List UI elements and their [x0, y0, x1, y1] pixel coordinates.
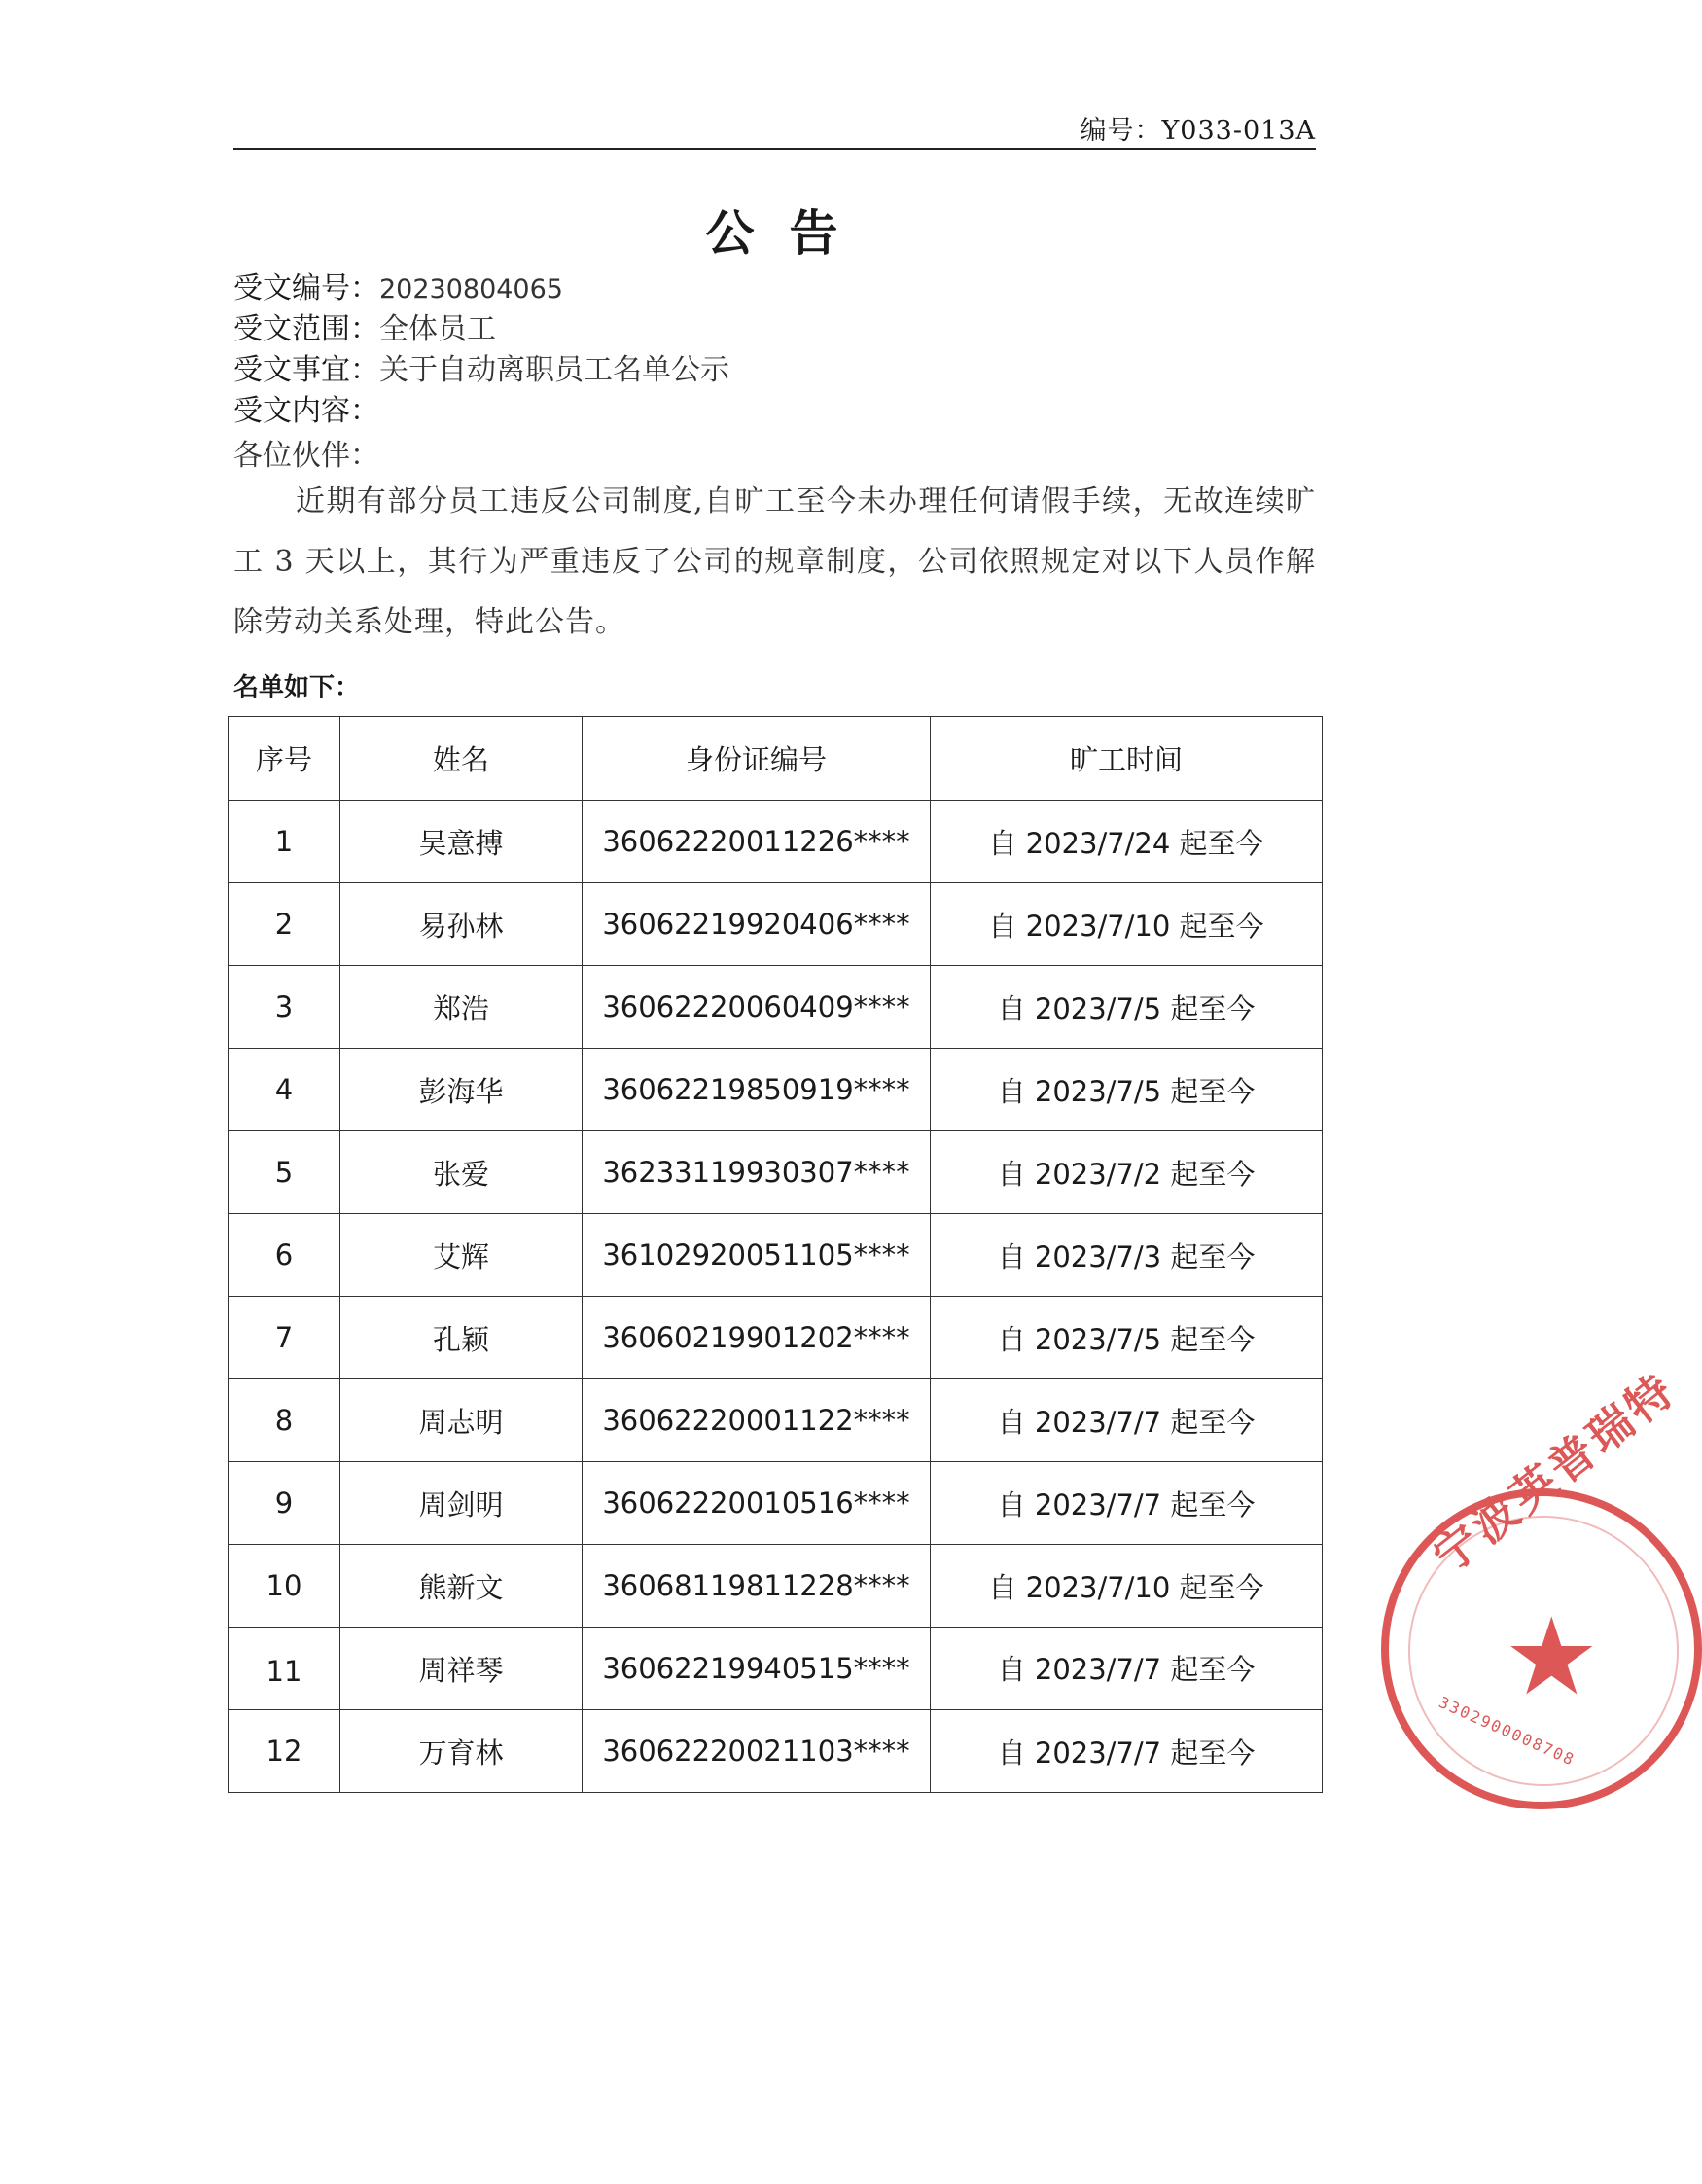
cell-seq: 8 [229, 1379, 340, 1462]
meta-scope-label: 受文范围： [233, 312, 379, 346]
meta-subject-value: 关于自动离职员工名单公示 [379, 353, 729, 387]
table-row [229, 1214, 1323, 1297]
cell-id-number: 36062220010516**** [583, 1462, 931, 1545]
cell-absence-time: 自 2023/7/2 起至今 [931, 1131, 1323, 1214]
header-divider [233, 148, 1316, 150]
cell-seq: 12 [229, 1710, 340, 1793]
cell-id-number: 36062219850919**** [583, 1049, 931, 1131]
header-seq: 序号 [229, 717, 340, 801]
cell-seq: 2 [229, 883, 340, 966]
seal-text: 宁波英普瑞特 [1423, 1362, 1686, 1584]
meta-subject-row [233, 350, 1316, 391]
header-absence-time: 旷工时间 [931, 717, 1323, 801]
seal-code: 3302900008708 [1436, 1693, 1578, 1770]
cell-name: 周志明 [340, 1379, 583, 1462]
cell-name: 万育林 [340, 1710, 583, 1793]
company-seal [1381, 1362, 1702, 1809]
cell-seq: 1 [229, 801, 340, 883]
cell-name: 吴意搏 [340, 801, 583, 883]
cell-seq: 11 [229, 1628, 340, 1710]
cell-seq: 10 [229, 1545, 340, 1628]
cell-absence-time: 自 2023/7/7 起至今 [931, 1379, 1323, 1462]
cell-id-number: 36062220001122**** [583, 1379, 931, 1462]
cell-id-number: 36102920051105**** [583, 1214, 931, 1297]
cell-id-number: 36233119930307**** [583, 1131, 931, 1214]
table-row [229, 1545, 1323, 1628]
table-row [229, 1628, 1323, 1710]
meta-subject-label: 受文事宜： [233, 353, 379, 387]
table-row [229, 883, 1323, 966]
table-row [229, 1462, 1323, 1545]
meta-doc-number-value: 20230804065 [379, 274, 563, 304]
meta-content-row [233, 391, 1316, 432]
meta-scope-value: 全体员工 [379, 312, 496, 346]
cell-absence-time: 自 2023/7/5 起至今 [931, 1297, 1323, 1379]
table-row [229, 1049, 1323, 1131]
cell-absence-time: 自 2023/7/10 起至今 [931, 1545, 1323, 1628]
cell-name: 易孙林 [340, 883, 583, 966]
cell-seq: 6 [229, 1214, 340, 1297]
cell-name: 孔颖 [340, 1297, 583, 1379]
list-heading: 名单如下： [233, 673, 361, 702]
cell-id-number: 36060219901202**** [583, 1297, 931, 1379]
cell-name: 张爱 [340, 1131, 583, 1214]
cell-id-number: 36068119811228**** [583, 1545, 931, 1628]
cell-name: 熊新文 [340, 1545, 583, 1628]
cell-name: 周祥琴 [340, 1628, 583, 1710]
page-title: 公告 [705, 204, 873, 262]
table-header-row [229, 717, 1323, 801]
cell-absence-time: 自 2023/7/24 起至今 [931, 801, 1323, 883]
cell-name: 周剑明 [340, 1462, 583, 1545]
cell-seq: 7 [229, 1297, 340, 1379]
cell-id-number: 36062220060409**** [583, 966, 931, 1049]
cell-seq: 4 [229, 1049, 340, 1131]
cell-name: 艾辉 [340, 1214, 583, 1297]
table-row [229, 1131, 1323, 1214]
table-row [229, 801, 1323, 883]
cell-absence-time: 自 2023/7/10 起至今 [931, 883, 1323, 966]
table-row [229, 1297, 1323, 1379]
cell-absence-time: 自 2023/7/5 起至今 [931, 966, 1323, 1049]
cell-id-number: 36062219920406**** [583, 883, 931, 966]
table-row [229, 1379, 1323, 1462]
cell-absence-time: 自 2023/7/3 起至今 [931, 1214, 1323, 1297]
meta-doc-number-row [233, 269, 1316, 309]
cell-seq: 3 [229, 966, 340, 1049]
header-name: 姓名 [340, 717, 583, 801]
cell-name: 彭海华 [340, 1049, 583, 1131]
header-id-number: 身份证编号 [583, 717, 931, 801]
meta-content-label: 受文内容： [233, 394, 379, 428]
document-number: 编号：Y033-013A [1080, 116, 1316, 146]
greeting: 各位伙伴： [233, 439, 379, 473]
cell-seq: 9 [229, 1462, 340, 1545]
cell-absence-time: 自 2023/7/7 起至今 [931, 1710, 1323, 1793]
cell-id-number: 36062220021103**** [583, 1710, 931, 1793]
announcement-body: 近期有部分员工违反公司制度,自旷工至今未办理任何请假手续，无故连续旷工 3 天以上，其行为严重违反了公司的规章制度，公司依照规定对以下人员作解除劳动关系处理，特此公告。 [233, 484, 1316, 639]
table-row [229, 1710, 1323, 1793]
cell-name: 郑浩 [340, 966, 583, 1049]
cell-absence-time: 自 2023/7/7 起至今 [931, 1628, 1323, 1710]
employee-roster-table [228, 716, 1323, 1793]
meta-scope-row [233, 309, 1316, 350]
cell-absence-time: 自 2023/7/5 起至今 [931, 1049, 1323, 1131]
cell-absence-time: 自 2023/7/7 起至今 [931, 1462, 1323, 1545]
table-row [229, 966, 1323, 1049]
cell-id-number: 36062220011226**** [583, 801, 931, 883]
cell-seq: 5 [229, 1131, 340, 1214]
cell-id-number: 36062219940515**** [583, 1628, 931, 1710]
meta-doc-number-label: 受文编号： [233, 271, 379, 305]
star-icon: ★ [1504, 1594, 1600, 1719]
document-meta [233, 269, 1316, 432]
